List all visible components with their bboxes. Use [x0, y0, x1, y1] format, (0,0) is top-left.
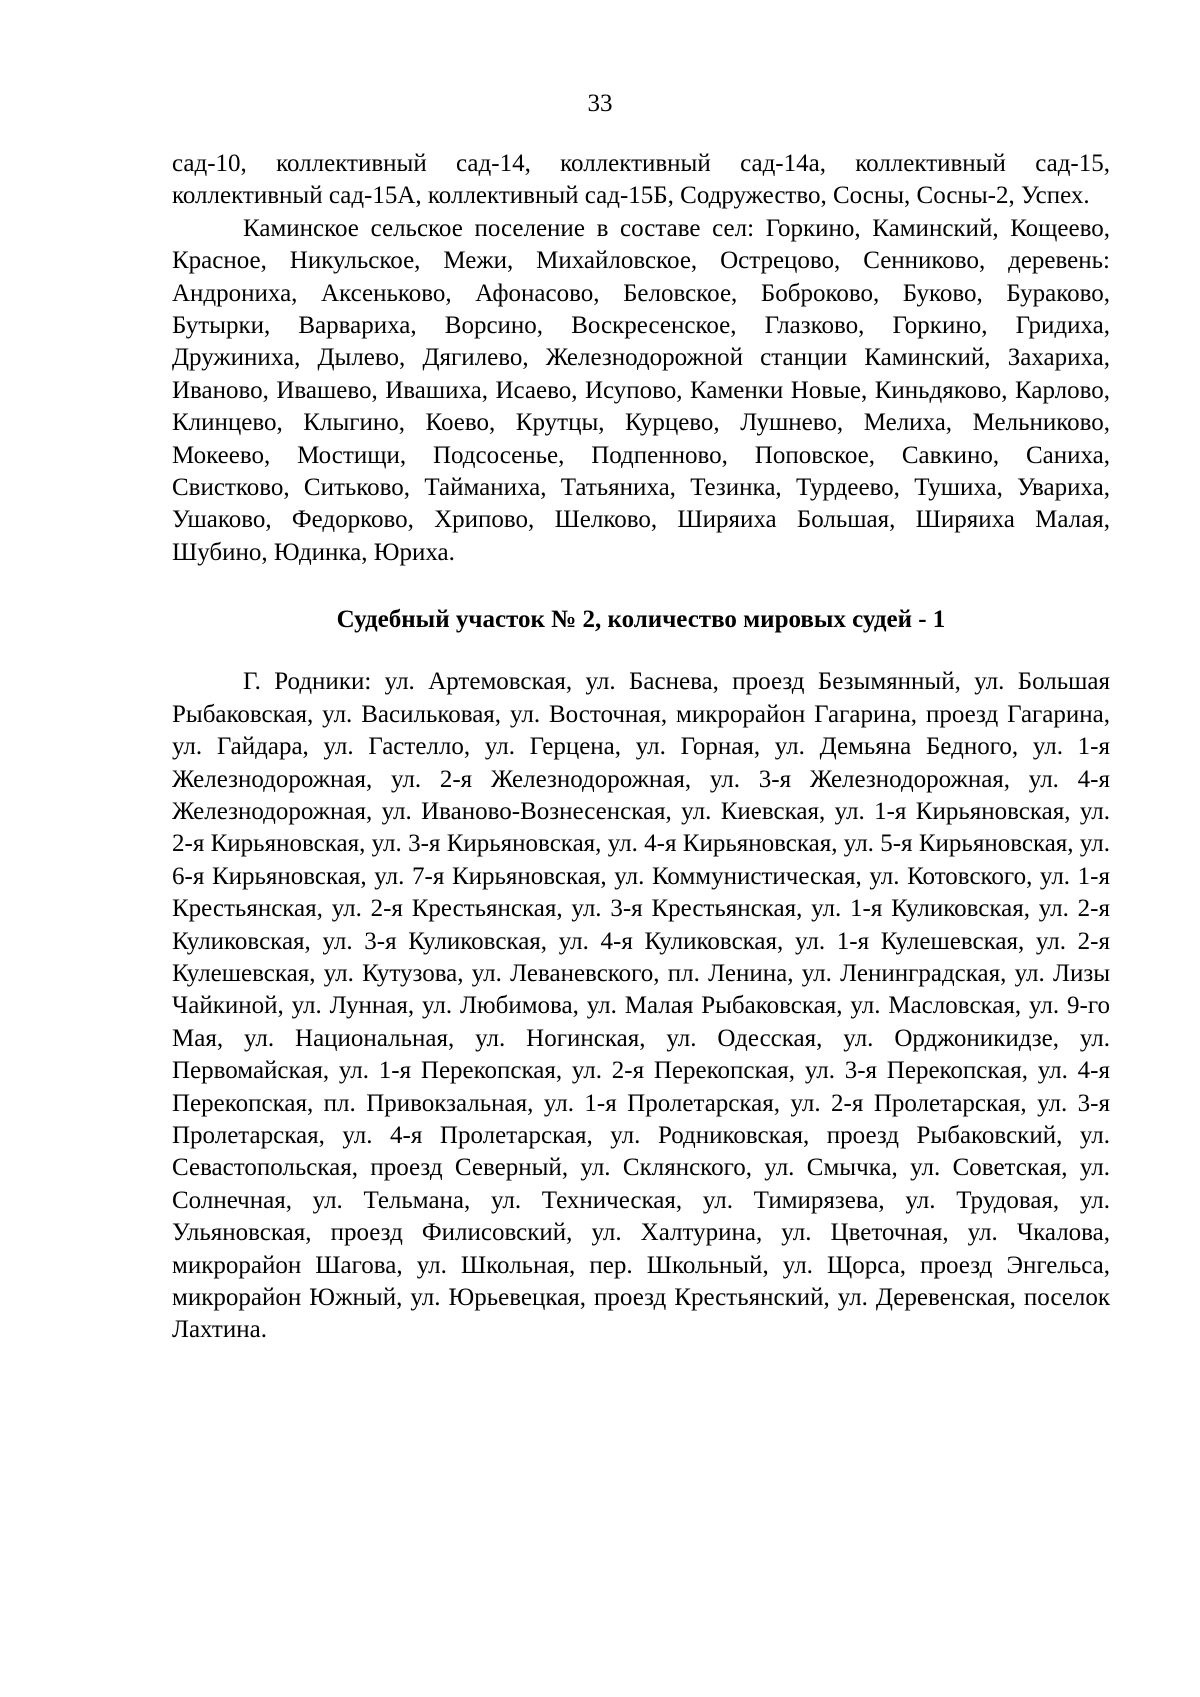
document-body — [172, 148, 1110, 1347]
section-heading: Судебный участок № 2, количество мировых судей - 1 — [336, 606, 946, 634]
paragraph-continuation: сад-10, коллективный сад-14, коллективный сад-14а, коллективный сад-15, коллективный сад-15А, коллективный сад-15Б, Содружество, Сосны, Сосны-2, Успех. — [172, 150, 1110, 210]
paragraph-rodniki-streets: Г. Родники: ул. Артемовская, ул. Баснева, проезд Безымянный, ул. Большая Рыбаковская, ул. Васильковая, ул. Восточная, микрорайон Гагарина, проезд Гагарина, ул. Гайдара, ул. Гастелло, ул. Герцена, ул. Горная, ул. Демьяна Бедного, ул. 1-я Железнодорожная, ул. 2-я Железнодорожная, ул. 3-я Железнодорожная, ул. 4-я Железнодорожная, ул. Иваново-Вознесенская, ул. Киевская, ул. 1-я Кирьяновская, ул. 2-я Кирьяновская, ул. 3-я Кирьяновская, ул. 4-я Кирьяновская, ул. 5-я Кирьяновская, ул. 6-я Кирьяновская, ул. 7-я Кирьяновская, ул. Коммунистическая, ул. Котовского, ул. 1-я Крестьянская, ул. 2-я Крестьянская, ул. 3-я Крестьянская, ул. 1-я Куликовская, ул. 2-я Куликовская, ул. 3-я Куликовская, ул. 4-я Куликовская, ул. 1-я Кулешевская, ул. 2-я Кулешевская, ул. Кутузова, ул. Леваневского, пл. Ленина, ул. Ленинградская, ул. Лизы Чайкиной, ул. Лунная, ул. Любимова, ул. Малая Рыбаковская, ул. Масловская, ул. 9-го Мая, ул. Национальная, ул. Ногинская, ул. Одесская, ул. Орджоникидзе, ул. Первомайская, ул. 1-я Перекопская, ул. 2-я Перекопская, ул. 3-я Перекопская, ул. 4-я Перекопская, пл. Привокзальная, ул. 1-я Пролетарская, ул. 2-я Пролетарская, ул. 3-я Пролетарская, ул. 4-я Пролетарская, ул. Родниковская, проезд Рыбаковский, ул. Севастопольская, проезд Северный, ул. Склянского, ул. Смычка, ул. Советская, ул. Солнечная, ул. Тельмана, ул. Техническая, ул. Тимирязева, ул. Трудовая, ул. Ульяновская, проезд Филисовский, ул. Халтурина, ул. Цветочная, ул. Чкалова, микрорайон Шагова, ул. Школьная, пер. Школьный, ул. Щорса, проезд Энгельса, микрорайон Южный, ул. Юрьевецкая, проезд Крестьянский, ул. Деревенская, поселок Лахтина. — [172, 668, 1110, 1344]
paragraph-kaminskoe-settlement: Каминское сельское поселение в составе сел: Горкино, Каминский, Кощеево, Красное, Никульское, Межи, Михайловское, Острецово, Сенниково, деревень: Андрониха, Аксеньково, Афонасово, Беловское, Боброково, Буково, Бураково, Бутырки, Варвариха, Ворсино, Воскресенское, Глазково, Горкино, Гридиха, Дружиниха, Дылево, Дягилево, Железнодорожной станции Каминский, Захариха, Иваново, Ивашево, Ивашиха, Исаево, Исупово, Каменки Новые, Киньдяково, Карлово, Клинцево, Клыгино, Коево, Крутцы, Курцево, Лушнево, Мелиха, Мельниково, Мокеево, Мостищи, Подсосенье, Подпенново, Поповское, Савкино, Саниха, Свистково, Ситьково, Тайманиха, Татьяниха, Тезинка, Турдеево, Тушиха, Увариха, Ушаково, Федорково, Хрипово, Шелково, Ширяиха Большая, Ширяиха Малая, Шубино, Юдинка, Юриха. — [172, 214, 1110, 566]
page-number: 33 — [587, 90, 613, 117]
